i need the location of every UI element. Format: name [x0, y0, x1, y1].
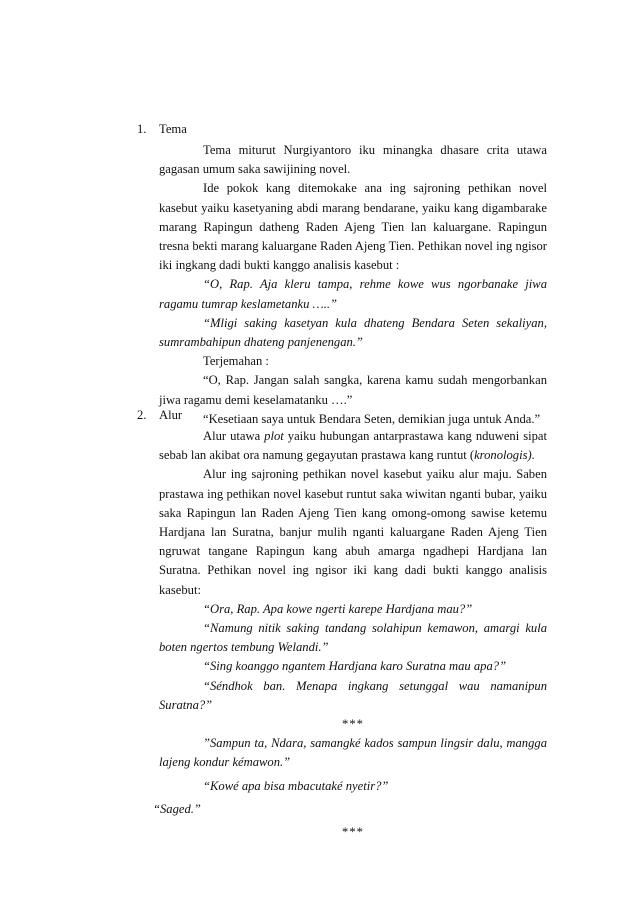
quote-javanese: “O, Rap. Aja kleru tampa, rehme kowe wus ngorbanake jiwa ragamu tumrap keslametanku …..” — [159, 277, 547, 311]
quote-javanese: “Sing koanggo ngantem Hardjana karo Suratna mau apa?” — [203, 659, 507, 674]
section-title: Tema — [159, 122, 187, 136]
section-number: 2. — [137, 408, 147, 422]
section-body — [159, 141, 547, 429]
scene-separator: *** — [342, 717, 364, 732]
quote-javanese: “Séndhok ban. Menapa ingkang setunggal wau namanipun Suratna?” — [159, 678, 547, 712]
quote-javanese: ”Sampun ta, Ndara, samangké kados sampun lingsir dalu, mangga lajeng kondur kémawon.” — [159, 736, 547, 770]
section-body — [153, 427, 547, 842]
quote-translation: “O, Rap. Jangan salah sangka, karena kamu sudah mengorbankan jiwa ragamu demi keselamatanku ….” — [159, 373, 547, 407]
section-number: 1. — [137, 122, 147, 136]
text-run: Alur utawa — [203, 429, 265, 443]
translation-label: Terjemahan : — [203, 354, 269, 369]
text-run-italic: kronologis). — [474, 448, 535, 463]
scene-separator: *** — [342, 825, 364, 840]
quote-javanese: “Kowé apa bisa mbacutaké nyetir?” — [203, 778, 389, 793]
paragraph-definition: Tema miturut Nurgiyantoro iku minangka dhasare crita utawa gagasan umum saka sawijining novel. — [159, 143, 547, 177]
quote-javanese: “Saged.” — [153, 801, 201, 816]
quote-translation: “Kesetiaan saya untuk Bendara Seten, demikian juga untuk Anda.” — [203, 411, 541, 426]
text-run-italic: plot — [264, 429, 284, 443]
quote-javanese: “Mligi saking kasetyan kula dhateng Bendara Seten sekaliyan, sumrambahipun dhateng panjenengan.” — [159, 315, 547, 350]
paragraph-main-idea: Ide pokok kang ditemokake ana ing sajroning pethikan novel kasebut yaiku kasetyaning abdi marang bendarane, yaiku kang digambarake marang Rapingun datheng Raden Ajeng Tien lan kaluargane. Rapingun tresna bekti marang kaluargane Raden Ajeng Tien. Pethikan novel ing ngisor iki ingkang dadi bukti kanggo analisis kasebut : — [159, 181, 547, 273]
quote-javanese: “Namung nitik saking tandang solahipun kemawon, amargi kula boten ngertos tembung Welandi.” — [159, 621, 547, 655]
paragraph-plot-analysis: Alur ing sajroning pethikan novel kasebut yaiku alur maju. Saben prastawa ing pethikan novel kasebut runtut saka wiwitan nganti bubar, yaiku saka Rapingun lan Raden Ajeng Tien kang omong-omong sawise ketemu Hardjana lan Suratna, banjur mulih nganti kaluargane Raden Ajeng Tien ngruwat tangane Rapingun kang abuh amarga ngadhepi Hardjana lan Suratna. Pethikan novel ing ngisor iki kang dadi bukti kanggo analisis kasebut: — [159, 467, 547, 597]
paragraph-definition — [159, 427, 547, 465]
quote-javanese: “Ora, Rap. Apa kowe ngerti karepe Hardjana mau?” — [203, 601, 473, 616]
section-title: Alur — [159, 408, 183, 422]
text-run: yaiku hubungan antarprastawa kang nduweni sipat sebab lan akibat ora namung gegayutan prastawa kang runtut ( — [159, 429, 547, 463]
